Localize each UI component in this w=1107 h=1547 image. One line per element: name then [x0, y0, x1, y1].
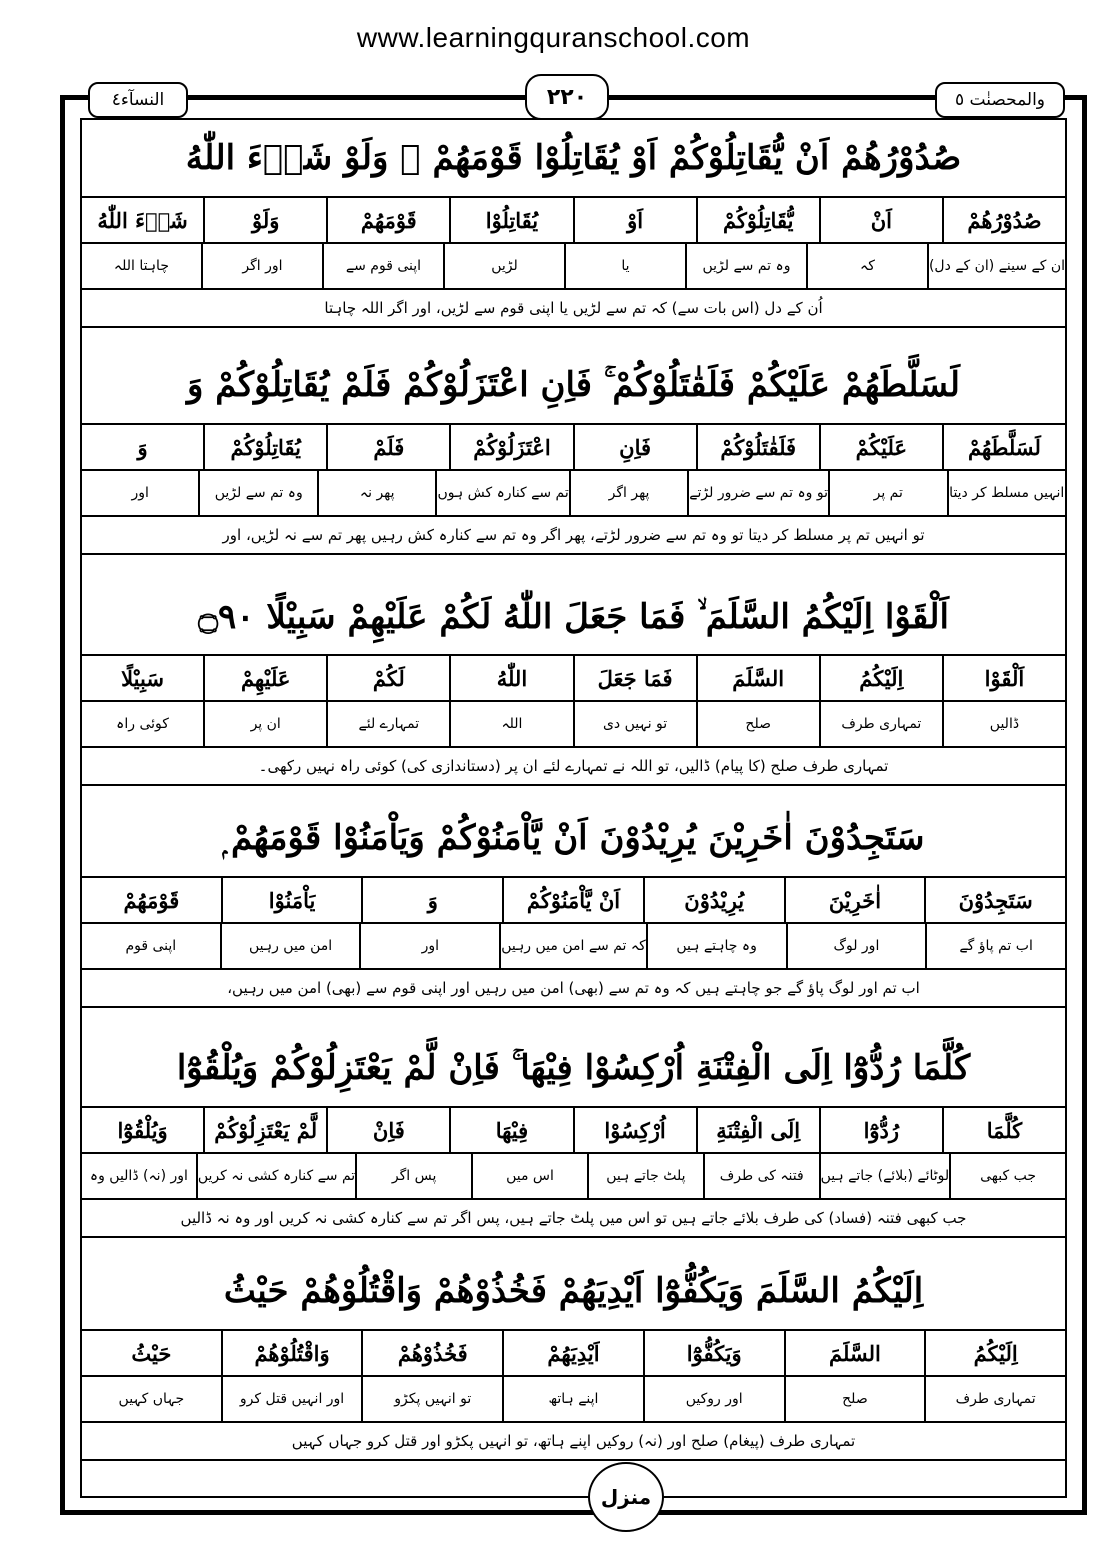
meaning-row [82, 702, 1065, 748]
surah-name-header: النسآء٤ [88, 82, 188, 118]
word-meaning: ان کے سینے (ان کے دل) [927, 244, 1065, 288]
word-meaning: ان پر [203, 702, 326, 746]
arabic-word: قَوْمَهُمْ [123, 887, 180, 913]
arabic-word: اللّٰهُ [449, 656, 572, 700]
word-meaning: اور لوگ [786, 924, 926, 968]
word-meaning: فتنہ کی طرف [703, 1154, 819, 1198]
word-meaning: انہیں مسلط کر دیتا [947, 471, 1066, 515]
word-meaning: تمہارے لئے [326, 702, 449, 746]
arabic-word: عَلَيْهِمْ [203, 656, 326, 700]
word-meaning: جہاں کہیں [118, 1391, 185, 1407]
urdu-translation: اب تم اور لوگ پاؤ گے جو چاہتے ہیں کہ وہ تم سے (بھی) امن میں رہیں اور اپنی قوم سے (بھی) امن میں رہیں، [82, 970, 1065, 1008]
word-meaning: وہ تم سے لڑیں [685, 244, 806, 288]
arabic-word: رُدُّوْٓا [819, 1108, 942, 1152]
word-meaning: پھر اگر [569, 471, 688, 515]
word-meaning: اور [131, 485, 149, 501]
word-meaning: اب تم پاؤ گے [925, 924, 1065, 968]
word-meaning: جب کبھی [949, 1154, 1065, 1198]
arabic-word: اِلَيْكُمُ [819, 656, 942, 700]
word-meaning: تو وہ تم سے ضرور لڑتے [687, 471, 828, 515]
urdu-translation: تمہاری طرف (پیغام) صلح اور (نہ) روکیں اپنے ہاتھ، تو انہیں پکڑو اور قتل کرو جہاں کہیں [82, 1423, 1065, 1461]
manzil-badge: منزل [588, 1462, 664, 1532]
arabic-word: فَلَقٰتَلُوْكُمْ [696, 425, 819, 469]
verse-section [82, 800, 1065, 1008]
arabic-word: فِيْهَا [449, 1108, 572, 1152]
word-meaning: یا [564, 244, 685, 288]
word-row [82, 425, 1065, 471]
arabic-word: وَ [137, 434, 148, 460]
urdu-translation: تمہاری طرف صلح (کا پیام) ڈالیں، تو اللہ نے تمہارے لئے ان پر (دستاندازی کی) کوئی راہ نہیں رکھی۔ [82, 748, 1065, 786]
word-meaning: لوٹائے (بلائے) جاتے ہیں [819, 1154, 950, 1198]
word-row [82, 1331, 1065, 1377]
word-meaning: تمہاری طرف [924, 1377, 1065, 1421]
arabic-word: سَبِيْلًا [121, 665, 164, 691]
word-meaning: اور اگر [201, 244, 322, 288]
verse-section [82, 578, 1065, 786]
word-meaning: تم سے کنارہ کش ہوں [435, 471, 568, 515]
arabic-word: اَيْدِيَهُمْ [502, 1331, 643, 1375]
word-meaning: پس اگر [355, 1154, 471, 1198]
word-meaning: اور انہیں قتل کرو [221, 1377, 362, 1421]
arabic-word: يُقَاتِلُوْا [449, 198, 572, 242]
word-row [82, 198, 1065, 244]
arabic-word: اَنْ يَّاْمَنُوْكُمْ [502, 878, 643, 922]
word-row [82, 656, 1065, 702]
arabic-word: اَوْ [573, 198, 696, 242]
arabic-word: فَمَا جَعَلَ [573, 656, 696, 700]
word-meaning: اپنی قوم [125, 938, 177, 954]
word-meaning: تمہاری طرف [819, 702, 942, 746]
word-row [82, 1108, 1065, 1154]
arabic-word: يَاْمَنُوْا [221, 878, 362, 922]
word-meaning: اپنے ہاتھ [502, 1377, 643, 1421]
arabic-word: اعْتَزَلُوْكُمْ [449, 425, 572, 469]
word-meaning: لڑیں [443, 244, 564, 288]
word-meaning: اور روکیں [643, 1377, 784, 1421]
arabic-word: حَيْثُ [131, 1340, 172, 1366]
arabic-word: اِلَى الْفِتْنَةِ [696, 1108, 819, 1152]
word-meaning: اور [359, 924, 499, 968]
arabic-word: وَاقْتُلُوْهُمْ [221, 1331, 362, 1375]
word-meaning: تو انہیں پکڑو [361, 1377, 502, 1421]
juz-name-header: والمحصنٰت ٥ [935, 82, 1065, 118]
arabic-word: فَاِنِ [573, 425, 696, 469]
word-meaning: پھر نہ [317, 471, 436, 515]
meaning-row [82, 1377, 1065, 1423]
arabic-word: السَّلَمَ [784, 1331, 925, 1375]
verse-section [82, 1030, 1065, 1238]
site-url: www.learningquranschool.com [356, 22, 751, 53]
arabic-word: اِلَيْكُمُ [924, 1331, 1065, 1375]
meaning-row [82, 924, 1065, 970]
arabic-word: لَكُمْ [326, 656, 449, 700]
word-meaning: اللہ [449, 702, 572, 746]
arabic-word: السَّلَمَ [696, 656, 819, 700]
arabic-word: وَيَكُفُّوْٓا [643, 1331, 784, 1375]
arabic-word: اَلْقَوْا [942, 656, 1065, 700]
word-meaning: اس میں [471, 1154, 587, 1198]
arabic-verse: اَلْقَوْا اِلَيْكُمُ السَّلَمَ ۙ فَمَا جَعَلَ اللّٰهُ لَكُمْ عَلَيْهِمْ سَبِيْلًا ۝٩٠ [82, 578, 1065, 656]
word-meaning: امن میں رہیں [220, 924, 360, 968]
arabic-word: سَتَجِدُوْنَ [924, 878, 1065, 922]
arabic-word: يُّقَاتِلُوْكُمْ [696, 198, 819, 242]
arabic-word: لَسَلَّطَهُمْ [942, 425, 1065, 469]
verse-section [82, 120, 1065, 328]
arabic-word: عَلَيْكُمْ [819, 425, 942, 469]
arabic-verse: سَتَجِدُوْنَ اٰخَرِيْنَ يُرِيْدُوْنَ اَنْ يَّاْمَنُوْكُمْ وَيَاْمَنُوْا قَوْمَهُمْ ۭ [82, 800, 1065, 878]
arabic-word: لَّمْ يَعْتَزِلُوْكُمْ [203, 1108, 326, 1152]
arabic-word: فَخُذُوْهُمْ [361, 1331, 502, 1375]
arabic-verse: كُلَّمَا رُدُّوْٓا اِلَى الْفِتْنَةِ اُرْكِسُوْا فِيْهَا ۚ فَاِنْ لَّمْ يَعْتَزِلُوْكُمْ وَيُلْقُوْٓا [82, 1030, 1065, 1108]
urdu-translation: تو انہیں تم پر مسلط کر دیتا تو وہ تم سے ضرور لڑتے، پھر اگر وہ تم سے کنارہ کش رہیں پھر تم سے نہ لڑیں، اور [82, 517, 1065, 555]
word-meaning: پلٹ جاتے ہیں [587, 1154, 703, 1198]
urdu-translation: جب کبھی فتنہ (فساد) کی طرف بلائے جاتے ہیں تو اس میں پلٹ جاتے ہیں، پس اگر تم سے کنارہ کشی نہ کریں اور وہ نہ ڈالیں [82, 1200, 1065, 1238]
word-meaning: تم پر [828, 471, 947, 515]
word-meaning: کوئی راہ [116, 716, 169, 732]
page-number: ٢٢٠ [525, 74, 609, 120]
arabic-verse: اِلَيْكُمُ السَّلَمَ وَيَكُفُّوْٓا اَيْدِيَهُمْ فَخُذُوْهُمْ وَاقْتُلُوْهُمْ حَيْثُ [82, 1253, 1065, 1331]
word-meaning: ڈالیں [942, 702, 1065, 746]
word-meaning: صلح [696, 702, 819, 746]
meaning-row [82, 244, 1065, 290]
meaning-row [82, 471, 1065, 517]
arabic-word: وَلَوْ [203, 198, 326, 242]
arabic-word: شَاۗءَ اللّٰهُ [97, 207, 188, 233]
word-meaning: کہ [806, 244, 927, 288]
arabic-word: صُدُوْرُهُمْ [942, 198, 1065, 242]
word-meaning: وہ چاہتے ہیں [646, 924, 786, 968]
verse-section [82, 1253, 1065, 1461]
word-meaning: اور (نہ) ڈالیں وہ [89, 1168, 188, 1184]
arabic-word: كُلَّمَا [942, 1108, 1065, 1152]
word-meaning: وہ تم سے لڑیں [198, 471, 317, 515]
word-meaning: اپنی قوم سے [322, 244, 443, 288]
arabic-word: وَ [361, 878, 502, 922]
word-meaning: تم سے کنارہ کشی نہ کریں [196, 1154, 355, 1198]
arabic-word: قَوْمَهُمْ [326, 198, 449, 242]
meaning-row [82, 1154, 1065, 1200]
arabic-verse: صُدُوْرُهُمْ اَنْ يُّقَاتِلُوْكُمْ اَوْ يُقَاتِلُوْا قَوْمَهُمْ ۭ وَلَوْ شَاۗءَ اللّٰهُ [82, 120, 1065, 198]
arabic-verse: لَسَلَّطَهُمْ عَلَيْكُمْ فَلَقٰتَلُوْكُمْ ۚ فَاِنِ اعْتَزَلُوْكُمْ فَلَمْ يُقَاتِلُوْكُمْ وَ [82, 347, 1065, 425]
word-meaning: چاہتا اللہ [113, 258, 169, 274]
arabic-word: فَلَمْ [326, 425, 449, 469]
arabic-word: يُقَاتِلُوْكُمْ [203, 425, 326, 469]
word-meaning: کہ تم سے امن میں رہیں [499, 924, 646, 968]
arabic-word: اُرْكِسُوْا [573, 1108, 696, 1152]
word-meaning: صلح [784, 1377, 925, 1421]
word-row [82, 878, 1065, 924]
arabic-word: يُرِيْدُوْنَ [643, 878, 784, 922]
word-meaning: تو نہیں دی [573, 702, 696, 746]
urdu-translation: اُن کے دل (اس بات سے) کہ تم سے لڑیں یا اپنی قوم سے لڑیں، اور اگر اللہ چاہتا [82, 290, 1065, 328]
arabic-word: اَنْ [819, 198, 942, 242]
verse-section [82, 347, 1065, 555]
arabic-word: وَيُلْقُوْٓا [117, 1117, 168, 1143]
arabic-word: اٰخَرِيْنَ [784, 878, 925, 922]
arabic-word: فَاِنْ [326, 1108, 449, 1152]
